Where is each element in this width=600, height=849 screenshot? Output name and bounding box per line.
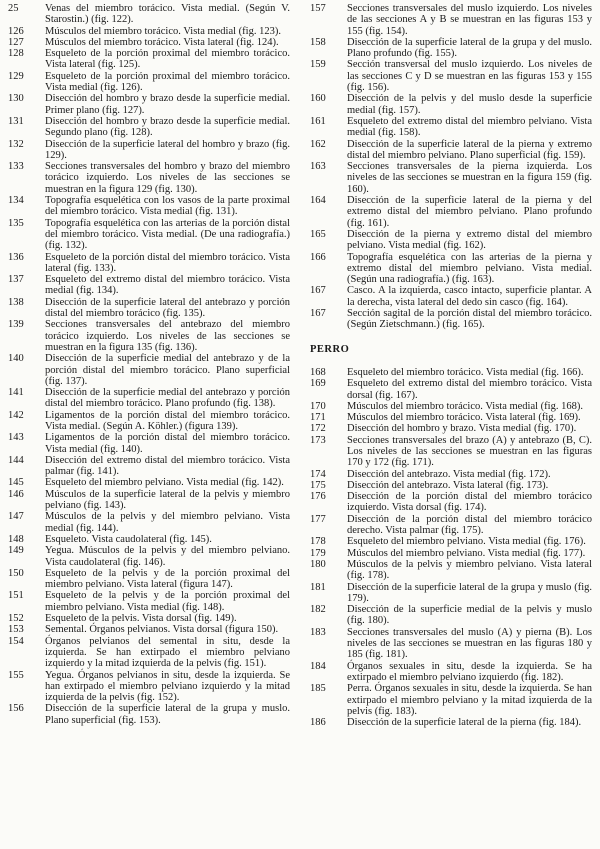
- entry-text: Esqueleto de la porción proximal del miembro torácico. Vista lateral (fig. 125).: [45, 48, 290, 71]
- entry-page-number: 152: [8, 613, 24, 625]
- toc-entry: [8, 432, 290, 455]
- toc-entry: [8, 613, 290, 624]
- entry-page-number: 179: [310, 547, 326, 559]
- entry-page-number: 151: [8, 590, 24, 602]
- toc-entry: [8, 26, 290, 37]
- entry-page-number: 177: [310, 513, 326, 525]
- toc-entry: [8, 511, 290, 534]
- entry-page-number: 161: [310, 115, 326, 127]
- toc-entry: [310, 308, 592, 331]
- entry-text: Músculos de la pelvis y del miembro pelviano. Vista medial (fig. 144).: [45, 511, 290, 534]
- entry-text: Esqueleto del miembro torácico. Vista medial (fig. 166).: [347, 366, 584, 378]
- entry-page-number: 127: [8, 36, 24, 48]
- entry-text: Disección de la superficie lateral de la pierna (fig. 184).: [347, 717, 582, 729]
- toc-entry: [310, 627, 592, 661]
- entry-text: Topografía esquelética con las arterias de la porción distal del miembro torácico. Vista medial. (De una radiografía.) (fig. 132).: [45, 217, 290, 252]
- entry-page-number: 167: [310, 285, 326, 297]
- entry-page-number: 25: [8, 3, 19, 14]
- toc-entry: [310, 412, 592, 423]
- entry-text: Perra. Órganos sexuales in situ, desde la izquierda. Se han extirpado el miembro pelviano y la mitad izquierda de la pelvis (fig. 183).: [347, 683, 592, 717]
- toc-entry: [8, 319, 290, 353]
- toc-column-left: [8, 3, 290, 849]
- toc-entry: [8, 218, 290, 252]
- entry-page-number: 149: [8, 545, 24, 557]
- entry-page-number: 163: [310, 161, 326, 173]
- entry-page-number: 186: [310, 717, 326, 729]
- toc-entry: [310, 285, 592, 308]
- entry-page-number: 141: [8, 387, 24, 399]
- entry-text: Esqueleto del extremo distal del miembro torácico. Vista medial (fig. 134).: [45, 274, 290, 297]
- entry-text: Secciones transversales del hombro y brazo del miembro torácico izquierdo. Los niveles de las secciones se muestran en la figura 129 (fig. 130).: [45, 161, 290, 195]
- toc-entry: [310, 559, 592, 582]
- entry-page-number: 128: [8, 48, 24, 60]
- toc-entry: [310, 480, 592, 491]
- toc-entry: [8, 534, 290, 545]
- entry-text: Órganos sexuales in situ, desde la izquierda. Se ha extirpado el miembro pelviano izquierdo (fig. 182).: [347, 660, 592, 683]
- toc-entry: [310, 469, 592, 480]
- entry-text: Disección del hombro y brazo. Vista medial (fig. 170).: [347, 423, 577, 435]
- toc-entry: [8, 161, 290, 195]
- toc-entry: [8, 3, 290, 26]
- toc-entry: [310, 604, 592, 627]
- entry-page-number: 133: [8, 161, 24, 173]
- toc-entry: [8, 489, 290, 512]
- entry-page-number: 132: [8, 138, 24, 150]
- entry-text: Secciones transversales del brazo (A) y antebrazo (B, C). Los niveles de las secciones se muestran en las figuras 170 y 172 (fig. 171).: [347, 434, 592, 469]
- entry-page-number: 170: [310, 400, 326, 412]
- entry-page-number: 129: [8, 70, 24, 82]
- entry-text: Disección de la superficie lateral de la grupa y del muslo. Plano profundo (fig. 155).: [347, 36, 592, 60]
- entry-text: Disección de la superficie lateral de la pierna y extremo distal del miembro pelviano. Plano superficial (fig. 159).: [347, 138, 592, 161]
- entry-page-number: 155: [8, 669, 24, 681]
- entry-text: Esqueleto de la porción proximal del miembro torácico. Vista medial (fig. 126).: [45, 70, 290, 94]
- entry-page-number: 166: [310, 251, 326, 263]
- entry-page-number: 147: [8, 511, 24, 523]
- toc-entry: [310, 717, 592, 728]
- toc-entry: [8, 93, 290, 116]
- entry-page-number: 173: [310, 434, 326, 446]
- entry-text: Ligamentos de la porción distal del miembro torácico. Vista medial. (Según A. Köhler.) (figura 139).: [45, 409, 290, 432]
- entry-text: Esqueleto de la pelvis y de la porción proximal del miembro pelviano. Vista medial (fig. 148).: [45, 590, 290, 613]
- entry-text: Músculos del miembro torácico. Vista medial (fig. 168).: [347, 400, 583, 412]
- entry-text: Músculos de la superficie lateral de la pelvis y miembro pelviano (fig. 143).: [45, 488, 290, 512]
- entry-text: Disección del antebrazo. Vista lateral (fig. 173).: [347, 479, 549, 491]
- entry-page-number: 139: [8, 319, 24, 331]
- toc-entry: [8, 410, 290, 433]
- entry-text: Disección de la porción distal del miembro torácico derecho. Vista palmar (fig. 175).: [347, 513, 592, 537]
- toc-entry: [310, 37, 592, 60]
- entry-page-number: 126: [8, 25, 24, 37]
- entry-page-number: 144: [8, 454, 24, 466]
- entry-page-number: 158: [310, 36, 326, 48]
- entry-text: Disección de la porción distal del miembro torácico izquierdo. Vista dorsal (fig. 174).: [347, 491, 592, 514]
- entry-text: Ligamentos de la porción distal del miembro torácico. Vista medial (fig. 140).: [45, 432, 290, 455]
- toc-entry: [8, 636, 290, 670]
- toc-entry: [8, 545, 290, 568]
- entry-page-number: 159: [310, 59, 326, 71]
- toc-entry: [310, 423, 592, 434]
- entry-text: Esqueleto del miembro pelviano. Vista medial (fig. 176).: [347, 536, 586, 548]
- toc-entry: [310, 514, 592, 537]
- toc-entry: [8, 37, 290, 48]
- entry-page-number: 145: [8, 477, 24, 489]
- entry-text: Esqueleto de la pelvis y de la porción proximal del miembro pelviano. Vista lateral (figura 147).: [45, 567, 290, 591]
- toc-entry: [8, 274, 290, 297]
- toc-entry: [310, 367, 592, 378]
- entry-text: Disección de la superficie lateral de la grupa y muslo. Plano superficial (fig. 153).: [45, 703, 290, 726]
- toc-entry: [8, 48, 290, 71]
- entry-page-number: 138: [8, 296, 24, 308]
- entry-text: Disección de la superficie lateral de la pierna y del extremo distal del miembro pelviano. Plano profundo (fig. 161).: [347, 195, 592, 229]
- toc-entry: [310, 229, 592, 252]
- toc-entry: [8, 252, 290, 275]
- entry-page-number: 135: [8, 217, 24, 229]
- entry-page-number: 172: [310, 423, 326, 435]
- entry-page-number: 180: [310, 558, 326, 570]
- entry-text: Esqueleto de la porción distal del miembro torácico. Vista lateral (fig. 133).: [45, 251, 290, 274]
- entry-page-number: 176: [310, 491, 326, 503]
- toc-entry: [8, 590, 290, 613]
- toc-entry: [310, 378, 592, 401]
- toc-entry: [8, 116, 290, 139]
- entry-text: Esqueleto de la pelvis. Vista dorsal (fig. 149).: [45, 613, 237, 625]
- entry-text: Disección de la pierna y extremo distal del miembro pelviano. Vista medial (fig. 162).: [347, 228, 592, 252]
- toc-entry: [310, 139, 592, 162]
- entry-text: Yegua. Órganos pelvianos in situ, desde la izquierda. Se han extirpado el miembro pelviano izquierdo y la mitad izquierda de la pelvis (fig. 152).: [45, 669, 290, 704]
- entry-page-number: 174: [310, 468, 326, 480]
- entry-text: Disección del extremo distal del miembro torácico. Vista palmar (fig. 141).: [45, 454, 290, 478]
- entry-text: Topografía esquelética con los vasos de la parte proximal del miembro torácico. Vista medial (fig. 131).: [45, 195, 290, 218]
- entry-text: Yegua. Músculos de la pelvis y del miembro pelviano. Vista caudolateral (fig. 146).: [45, 545, 290, 568]
- entry-page-number: 185: [310, 683, 326, 695]
- toc-entry: [8, 624, 290, 635]
- entry-page-number: 153: [8, 624, 24, 636]
- toc-entry: [310, 116, 592, 139]
- entry-text: Disección del hombro y brazo desde la superficie medial. Segundo plano (fig. 128).: [45, 115, 290, 139]
- toc-entry: [310, 93, 592, 116]
- entry-text: Disección de la pelvis y del muslo desde la superficie medial (fig. 157).: [347, 93, 592, 116]
- entry-page-number: 171: [310, 412, 326, 424]
- toc-entry: [310, 161, 592, 195]
- toc-entry: [8, 568, 290, 591]
- toc-entry: [310, 3, 592, 37]
- entry-page-number: 157: [310, 3, 326, 14]
- entry-page-number: 148: [8, 533, 24, 545]
- entry-text: Disección de la superficie lateral del antebrazo y porción distal del miembro torácico (fig. 135).: [45, 296, 290, 320]
- entry-page-number: 131: [8, 115, 24, 127]
- toc-entry: [8, 477, 290, 488]
- toc-entry: [310, 548, 592, 559]
- toc-entry: [8, 195, 290, 218]
- entry-page-number: 175: [310, 479, 326, 491]
- toc-entry: [310, 195, 592, 229]
- entry-page-number: 182: [310, 604, 326, 616]
- entry-text: Disección de la superficie medial del antebrazo y porción distal del miembro torácico. Plano profundo (fig. 138).: [45, 387, 290, 410]
- entry-text: Semental. Órganos pelvianos. Vista dorsal (figura 150).: [45, 624, 279, 636]
- toc-entry: [310, 582, 592, 605]
- entry-page-number: 178: [310, 536, 326, 548]
- toc-entry: [8, 455, 290, 478]
- entry-page-number: 156: [8, 703, 24, 715]
- entry-page-number: 169: [310, 378, 326, 390]
- entry-text: Músculos de la pelvis y miembro pelviano. Vista lateral (fig. 178).: [347, 558, 592, 582]
- section-heading: PERRO: [310, 343, 350, 355]
- entry-text: Sección sagital de la porción distal del miembro torácico. (Según Zietschmann.) (fig. 165).: [347, 308, 592, 331]
- toc-entry: [310, 536, 592, 547]
- toc-entry: [310, 435, 592, 469]
- entry-text: Esqueleto del extremo distal del miembro torácico. Vista dorsal (fig. 167).: [347, 378, 592, 401]
- entry-text: Disección de la superficie medial de la pelvis y muslo (fig. 180).: [347, 604, 592, 627]
- entry-text: Esqueleto del extremo distal del miembro pelviano. Vista medial (fig. 158).: [347, 115, 592, 139]
- toc-entry: [310, 401, 592, 412]
- toc-column-right: [310, 3, 592, 849]
- entry-text: Secciones transversales de la pierna izquierda. Los niveles de las secciones se muestran en la figura 159 (fig. 160).: [347, 161, 592, 195]
- entry-text: Topografía esquelética con las arterias de la pierna y extremo distal del miembro pelviano. Vista medial. (Según una radiografía.) (fig. 163).: [347, 251, 592, 286]
- entry-text: Músculos del miembro torácico. Vista lateral (fig. 124).: [45, 36, 279, 48]
- entry-page-number: 183: [310, 626, 326, 638]
- entry-page-number: 184: [310, 660, 326, 672]
- entry-page-number: 167: [310, 308, 326, 320]
- entry-page-number: 134: [8, 195, 24, 207]
- toc-entry: [8, 703, 290, 726]
- entry-text: Secciones transversales del muslo izquierdo. Los niveles de las secciones A y B se muestran en las figuras 153 y 155 (fig. 154).: [347, 3, 592, 37]
- entry-page-number: 142: [8, 409, 24, 421]
- entry-text: Esqueleto. Vista caudolateral (fig. 145).: [45, 533, 212, 545]
- entry-text: Disección del hombro y brazo desde la superficie medial. Primer plano (fig. 127).: [45, 93, 290, 116]
- entry-page-number: 168: [310, 366, 326, 378]
- toc-entry: [8, 387, 290, 410]
- toc-entry: [8, 353, 290, 387]
- entry-text: Músculos del miembro torácico. Vista medial (fig. 123).: [45, 25, 281, 37]
- toc-entry: [8, 297, 290, 320]
- toc-entry: [310, 59, 592, 93]
- entry-page-number: 165: [310, 228, 326, 240]
- entry-page-number: 160: [310, 93, 326, 105]
- entry-page-number: 136: [8, 251, 24, 263]
- toc-entry: [310, 491, 592, 514]
- entry-text: Músculos del miembro torácico. Vista lateral (fig. 169).: [347, 412, 581, 424]
- entry-text: Casco. A la izquierda, casco intacto, superficie plantar. A la derecha, vista lateral del dedo sin casco (fig. 164).: [347, 285, 592, 308]
- toc-entry: [310, 683, 592, 717]
- entry-page-number: 164: [310, 195, 326, 207]
- entry-page-number: 130: [8, 93, 24, 105]
- entry-text: Esqueleto del miembro pelviano. Vista medial (fig. 142).: [45, 477, 284, 489]
- entry-text: Disección de la superficie lateral de la grupa y muslo (fig. 179).: [347, 581, 592, 604]
- entry-page-number: 162: [310, 138, 326, 150]
- entry-text: Secciones transversales del muslo (A) y pierna (B). Los niveles de las secciones se muestran en las figuras 180 y 185 (fig. 181).: [347, 626, 592, 661]
- entry-page-number: 140: [8, 353, 24, 365]
- entry-text: Venas del miembro torácico. Vista medial. (Según V. Starostin.) (fig. 122).: [45, 3, 290, 26]
- toc-entry: [310, 252, 592, 286]
- toc-entry: [8, 670, 290, 704]
- toc-entry: [8, 139, 290, 162]
- entry-text: Sección transversal del muslo izquierdo. Los niveles de las secciones C y D se muestran en las figuras 153 y 155 (fig. 156).: [347, 59, 592, 94]
- entry-text: Secciones transversales del antebrazo del miembro torácico izquierdo. Los niveles de las secciones se muestran en la figura 135 (fig. 136).: [45, 319, 290, 353]
- entry-page-number: 137: [8, 274, 24, 286]
- entry-page-number: 150: [8, 567, 24, 579]
- entry-text: Disección de la superficie medial del antebrazo y de la porción distal del miembro torácico. Plano superficial (fig. 137).: [45, 353, 290, 387]
- entry-text: Músculos del miembro pelviano. Vista medial (fig. 177).: [347, 547, 586, 559]
- entry-page-number: 143: [8, 432, 24, 444]
- entry-page-number: 154: [8, 635, 24, 647]
- toc-entry: [8, 71, 290, 94]
- entry-text: Órganos pelvianos del semental in situ, desde la izquierda. Se han extirpado el miembro pelviano izquierdo y la mitad izquierda de la pelvis (fig. 151).: [45, 635, 290, 670]
- entry-text: Disección del antebrazo. Vista medial (fig. 172).: [347, 468, 551, 480]
- entry-page-number: 181: [310, 581, 326, 593]
- entry-page-number: 146: [8, 488, 24, 500]
- entry-text: Disección de la superficie lateral del hombro y brazo (fig. 129).: [45, 138, 290, 161]
- toc-entry: [310, 661, 592, 684]
